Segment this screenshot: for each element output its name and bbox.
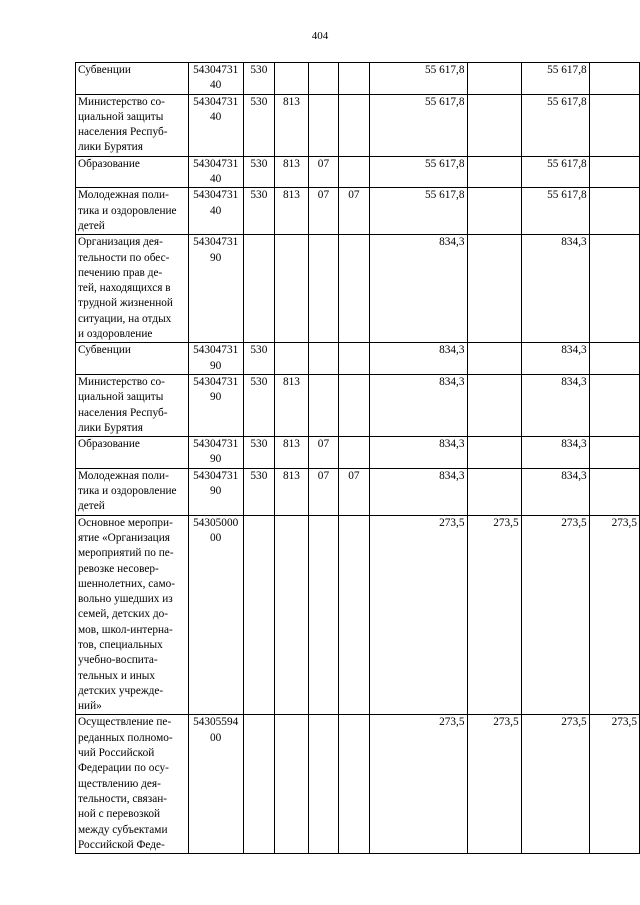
cell-ministry xyxy=(275,515,309,715)
cell-sum-4 xyxy=(589,94,639,156)
cell-sum-1: 55 617,8 xyxy=(369,156,467,188)
cell-expense-type: 530 xyxy=(243,188,275,235)
cell-sum-3: 55 617,8 xyxy=(521,63,589,95)
table-row xyxy=(76,235,640,343)
cell-sum-3: 834,3 xyxy=(521,374,589,436)
cell-sum-4 xyxy=(589,343,639,375)
cell-name: Субвенции xyxy=(76,63,189,95)
cell-expense-type: 530 xyxy=(243,63,275,95)
cell-subsection xyxy=(339,715,369,854)
cell-name: Министерство со- циальной защиты населения Респуб- лики Бурятия xyxy=(76,374,189,436)
cell-subsection xyxy=(339,437,369,469)
cell-sum-2 xyxy=(467,468,521,515)
cell-expense-type: 530 xyxy=(243,156,275,188)
cell-name: Молодежная поли- тика и оздоровление детей xyxy=(76,468,189,515)
cell-sum-3: 55 617,8 xyxy=(521,156,589,188)
cell-sum-3: 55 617,8 xyxy=(521,94,589,156)
cell-sum-1: 834,3 xyxy=(369,468,467,515)
cell-target-code: 54305000 00 xyxy=(188,515,243,715)
cell-section xyxy=(308,715,338,854)
cell-target-code: 54304731 40 xyxy=(188,94,243,156)
cell-sum-2 xyxy=(467,156,521,188)
cell-target-code: 54304731 90 xyxy=(188,343,243,375)
cell-expense-type xyxy=(243,515,275,715)
table-row xyxy=(76,437,640,469)
cell-section: 07 xyxy=(308,437,338,469)
cell-subsection: 07 xyxy=(339,188,369,235)
cell-sum-2 xyxy=(467,94,521,156)
cell-name: Осуществление пе- реданных полномо- чий Российской Федерации по осу- ществлению дея- тельности, связан- ной с перевозкой между субъектами Российской Феде- xyxy=(76,715,189,854)
cell-sum-1: 834,3 xyxy=(369,235,467,343)
cell-sum-4 xyxy=(589,374,639,436)
cell-ministry: 813 xyxy=(275,437,309,469)
cell-sum-2 xyxy=(467,437,521,469)
cell-sum-1: 273,5 xyxy=(369,715,467,854)
cell-ministry: 813 xyxy=(275,94,309,156)
cell-ministry: 813 xyxy=(275,468,309,515)
cell-name: Субвенции xyxy=(76,343,189,375)
cell-sum-1: 834,3 xyxy=(369,343,467,375)
cell-expense-type: 530 xyxy=(243,94,275,156)
cell-sum-4 xyxy=(589,468,639,515)
cell-expense-type: 530 xyxy=(243,468,275,515)
cell-sum-2 xyxy=(467,343,521,375)
cell-ministry xyxy=(275,343,309,375)
cell-section xyxy=(308,374,338,436)
cell-sum-1: 55 617,8 xyxy=(369,94,467,156)
cell-sum-1: 834,3 xyxy=(369,374,467,436)
cell-sum-2: 273,5 xyxy=(467,515,521,715)
cell-name: Молодежная поли- тика и оздоровление детей xyxy=(76,188,189,235)
cell-sum-1: 55 617,8 xyxy=(369,63,467,95)
cell-ministry xyxy=(275,715,309,854)
cell-expense-type: 530 xyxy=(243,343,275,375)
cell-target-code: 54304731 40 xyxy=(188,156,243,188)
cell-section xyxy=(308,235,338,343)
cell-sum-1: 55 617,8 xyxy=(369,188,467,235)
cell-ministry: 813 xyxy=(275,156,309,188)
cell-subsection xyxy=(339,156,369,188)
table-row xyxy=(76,156,640,188)
table-row xyxy=(76,94,640,156)
cell-section: 07 xyxy=(308,188,338,235)
cell-subsection xyxy=(339,515,369,715)
cell-target-code: 54304731 40 xyxy=(188,63,243,95)
cell-sum-4 xyxy=(589,235,639,343)
cell-name: Основное меропри- ятие «Организация мероприятий по пе- ревозке несовер- шеннолетних, само- вольно ушедших из семей, детских до- мов, школ-интерна- тов, специальных учебно-воспита- тельных и иных детских учрежде- ний» xyxy=(76,515,189,715)
cell-sum-4 xyxy=(589,188,639,235)
cell-sum-1: 834,3 xyxy=(369,437,467,469)
cell-target-code: 54304731 90 xyxy=(188,437,243,469)
cell-ministry xyxy=(275,235,309,343)
page-number: 404 xyxy=(311,30,329,42)
cell-sum-4 xyxy=(589,437,639,469)
cell-name: Образование xyxy=(76,156,189,188)
cell-section: 07 xyxy=(308,156,338,188)
cell-name: Организация дея- тельности по обес- печению прав де- тей, находящихся в трудной жизненной ситуации, на отдых и оздоровление xyxy=(76,235,189,343)
cell-sum-2 xyxy=(467,188,521,235)
cell-sum-2: 273,5 xyxy=(467,715,521,854)
cell-sum-4 xyxy=(589,63,639,95)
cell-section xyxy=(308,94,338,156)
cell-expense-type xyxy=(243,715,275,854)
cell-expense-type: 530 xyxy=(243,437,275,469)
cell-section xyxy=(308,63,338,95)
cell-sum-3: 273,5 xyxy=(521,515,589,715)
cell-target-code: 54304731 90 xyxy=(188,468,243,515)
cell-sum-2 xyxy=(467,63,521,95)
cell-subsection: 07 xyxy=(339,468,369,515)
cell-subsection xyxy=(339,374,369,436)
cell-name: Министерство со- циальной защиты населения Респуб- лики Бурятия xyxy=(76,94,189,156)
cell-expense-type: 530 xyxy=(243,374,275,436)
cell-sum-3: 273,5 xyxy=(521,715,589,854)
cell-ministry: 813 xyxy=(275,374,309,436)
cell-sum-3: 55 617,8 xyxy=(521,188,589,235)
table-body xyxy=(76,63,640,854)
table-row xyxy=(76,715,640,854)
cell-section: 07 xyxy=(308,468,338,515)
cell-subsection xyxy=(339,63,369,95)
cell-sum-3: 834,3 xyxy=(521,235,589,343)
cell-expense-type xyxy=(243,235,275,343)
cell-sum-4 xyxy=(589,156,639,188)
table-row xyxy=(76,63,640,95)
cell-target-code: 54304731 40 xyxy=(188,188,243,235)
cell-section xyxy=(308,343,338,375)
table-row xyxy=(76,374,640,436)
cell-subsection xyxy=(339,343,369,375)
cell-ministry: 813 xyxy=(275,188,309,235)
cell-sum-3: 834,3 xyxy=(521,468,589,515)
table-row xyxy=(76,515,640,715)
cell-sum-3: 834,3 xyxy=(521,343,589,375)
table-row xyxy=(76,343,640,375)
cell-sum-4: 273,5 xyxy=(589,515,639,715)
table-row xyxy=(76,468,640,515)
cell-sum-1: 273,5 xyxy=(369,515,467,715)
cell-section xyxy=(308,515,338,715)
cell-name: Образование xyxy=(76,437,189,469)
cell-sum-3: 834,3 xyxy=(521,437,589,469)
budget-table xyxy=(75,62,640,854)
cell-sum-4: 273,5 xyxy=(589,715,639,854)
cell-sum-2 xyxy=(467,235,521,343)
cell-target-code: 54304731 90 xyxy=(188,374,243,436)
cell-target-code: 54304731 90 xyxy=(188,235,243,343)
cell-target-code: 54305594 00 xyxy=(188,715,243,854)
cell-subsection xyxy=(339,94,369,156)
cell-ministry xyxy=(275,63,309,95)
table-row xyxy=(76,188,640,235)
cell-subsection xyxy=(339,235,369,343)
cell-sum-2 xyxy=(467,374,521,436)
